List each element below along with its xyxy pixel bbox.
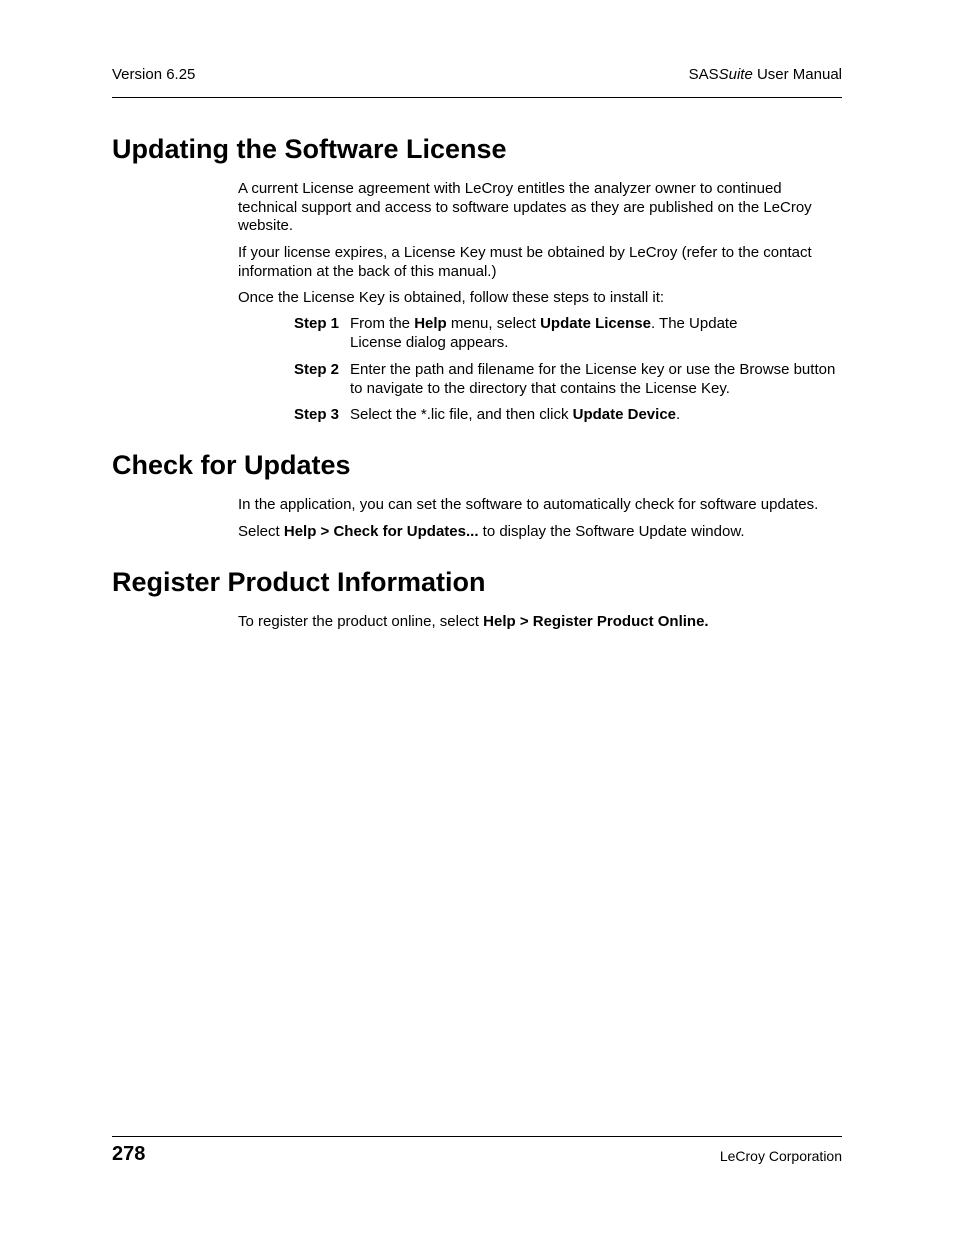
footer-rule	[112, 1136, 842, 1137]
step-2-label: Step 2	[294, 361, 340, 378]
check-updates-paragraph: In the application, you can set the software to automatically check for software updates.	[238, 496, 819, 513]
footer-company: LeCroy Corporation	[719, 1148, 842, 1164]
step-3-update-device: Update Device	[572, 406, 676, 423]
section-title-check-updates: Check for Updates	[112, 450, 351, 480]
manual-italic: Suite	[718, 66, 753, 83]
page-number: 278	[112, 1143, 146, 1165]
header-manual-title	[689, 66, 842, 83]
step-3-text: Select the *.lic file, and then click Update Device.	[350, 406, 681, 423]
manual-suffix: User Manual	[752, 66, 842, 83]
step-1-help-menu: Help	[414, 315, 447, 332]
step-3-label: Step 3	[294, 406, 340, 423]
step-1-text: From the Help menu, select Update License. The Update License dialog appears.	[350, 315, 738, 351]
license-expiry-paragraph: If your license expires, a License Key must be obtained by LeCroy (refer to the contact information at the back of this manual.)	[238, 244, 812, 280]
section-title-updating-license: Updating the Software License	[112, 134, 507, 164]
header-version: Version 6.25	[112, 66, 196, 83]
check-updates-select-paragraph: Select Help > Check for Updates... to display the Software Update window.	[238, 523, 745, 540]
step-1-label: Step 1	[294, 315, 340, 332]
step-2-text: Enter the path and filename for the License key or use the Browse button to navigate to the directory that contains the License Key.	[350, 361, 836, 397]
header-rule	[112, 97, 842, 98]
register-product-paragraph: To register the product online, select Help > Register Product Online.	[238, 613, 709, 630]
license-steps-intro: Once the License Key is obtained, follow these steps to install it:	[238, 289, 665, 306]
step-1-update-license: Update License	[540, 315, 651, 332]
check-updates-menu-path: Help > Check for Updates...	[283, 523, 479, 540]
register-product-menu-path: Help > Register Product Online.	[483, 613, 709, 630]
license-intro-paragraph: A current License agreement with LeCroy entitles the analyzer owner to continued technical support and access to software updates as they are published on the LeCroy website.	[238, 180, 812, 234]
section-title-register-product: Register Product Information	[112, 567, 486, 597]
manual-prefix: SAS	[688, 66, 719, 83]
